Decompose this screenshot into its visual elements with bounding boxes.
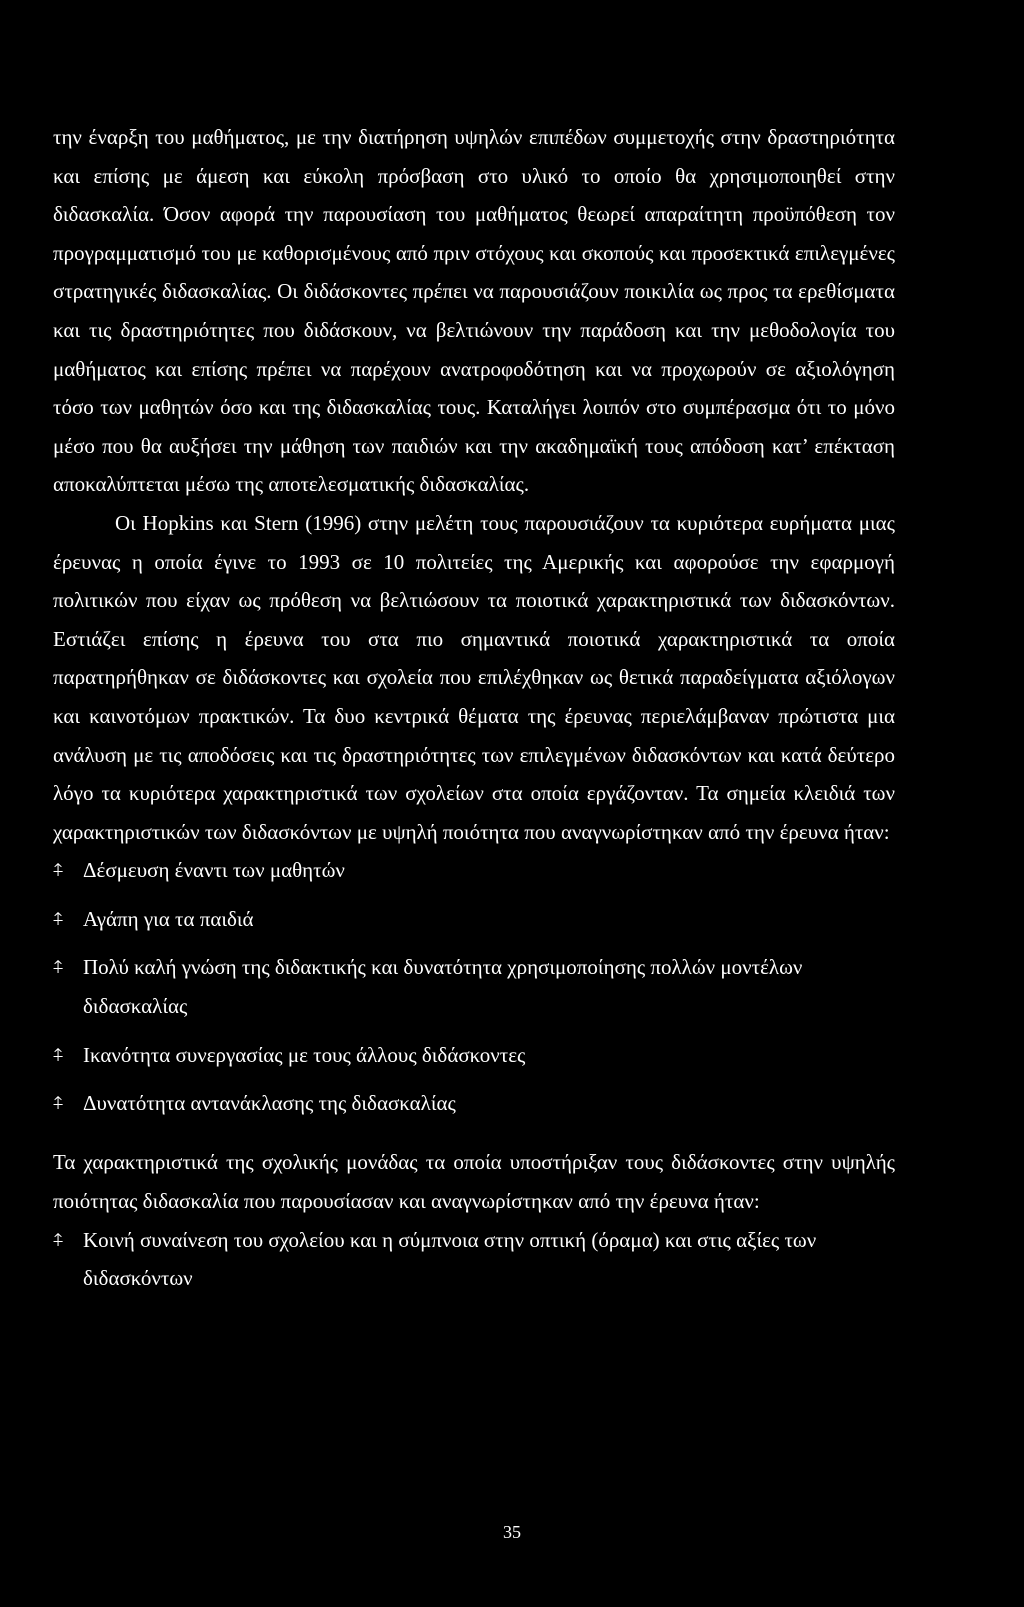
arrow-bullet-icon: ⍏ (53, 957, 64, 978)
arrow-bullet-icon: ⍏ (53, 1093, 64, 1114)
list-item (53, 1221, 895, 1298)
list-item (53, 1084, 895, 1123)
arrow-bullet-icon: ⍏ (53, 860, 64, 881)
list-item-text: Κοινή συναίνεση του σχολείου και η σύμπνοια στην οπτική (όραμα) και στις αξίες των διδασκόντων (83, 1227, 817, 1291)
list-item (53, 1036, 895, 1075)
document-page (53, 118, 895, 1308)
arrow-bullet-icon: ⍏ (53, 1229, 64, 1250)
school-characteristics-list (53, 1221, 895, 1298)
key-characteristics-list (53, 851, 895, 1123)
list-item (53, 851, 895, 890)
list-item-text: Δυνατότητα αντανάκλασης της διδασκαλίας (83, 1091, 456, 1116)
arrow-bullet-icon: ⍏ (53, 1044, 64, 1065)
paragraph-1: την έναρξη του μαθήματος, με την διατήρηση υψηλών επιπέδων συμμετοχής στην δραστηριότητα και επίσης με άμεση και εύκολη πρόσβαση στο υλικό το οποίο θα χρησιμοποιηθεί στην διδασκαλία. Όσον αφορά την παρουσίαση του μαθήματος θεωρεί απαραίτητη προϋπόθεση τον προγραμματισμό του με καθορισμένους από πριν στόχους και σκοπούς και προσεκτικά επιλεγμένες στρατηγικές διδασκαλίας. Οι διδάσκοντες πρέπει να παρουσιάζουν ποικιλία ως προς τα ερεθίσματα και τις δραστηριότητες που διδάσκουν, να βελτιώνουν την παράδοση και την μεθοδολογία του μαθήματος και επίσης πρέπει να παρέχουν ανατροφοδότηση και να προχωρούν σε αξιολόγηση τόσο των μαθητών όσο και της διδασκαλίας τους. Καταλήγει λοιπόν στο συμπέρασμα ότι το μόνο μέσο που θα αυξήσει την μάθηση των παιδιών και την ακαδημαϊκή τους απόδοση κατ’ επέκταση αποκαλύπτεται μέσω της αποτελεσματικής διδασκαλίας. (53, 125, 895, 497)
list-item (53, 948, 895, 1025)
list-item-text: Πολύ καλή γνώση της διδακτικής και δυνατότητα χρησιμοποίησης πολλών μοντέλων διδασκαλίας (83, 955, 803, 1019)
paragraph-2: Οι Hopkins και Stern (1996) στην μελέτη τους παρουσιάζουν τα κυριότερα ευρήματα μιας έρευνας η οποία έγινε το 1993 σε 10 πολιτείες της Αμερικής και αφορούσε την εφαρμογή πολιτικών που είχαν ως πρόθεση να βελτιώσουν τα ποιοτικά χαρακτηριστικά των διδασκόντων. Εστιάζει επίσης η έρευνα του στα πιο σημαντικά ποιοτικά χαρακτηριστικά τα οποία παρατηρήθηκαν σε διδάσκοντες και σχολεία που επιλέχθηκαν ως θετικά παραδείγματα αξιόλογων και καινοτόμων πρακτικών. Τα δυο κεντρικά θέματα της έρευνας περιελάμβαναν πρώτιστα μια ανάλυση με τις αποδόσεις και τις δραστηριότητες των επιλεγμένων διδασκόντων και κατά δεύτερο λόγο τα κυριότερα χαρακτηριστικά των σχολείων στα οποία εργάζονταν. Τα σημεία κλειδιά των χαρακτηριστικών των διδασκόντων με υψηλή ποιότητα που αναγνωρίστηκαν από την έρευνα ήταν: (53, 510, 895, 844)
list-item (53, 900, 895, 939)
paragraph-3: Τα χαρακτηριστικά της σχολικής μονάδας τα οποία υποστήριξαν τους διδάσκοντες στην υψηλής ποιότητας διδασκαλία που παρουσίασαν και αναγνωρίστηκαν από την έρευνα ήταν: (53, 1149, 895, 1213)
list-item-text: Αγάπη για τα παιδιά (83, 906, 254, 931)
arrow-bullet-icon: ⍏ (53, 908, 64, 929)
page-number: 35 (503, 1522, 521, 1542)
list-item-text: Ικανότητα συνεργασίας με τους άλλους διδάσκοντες (83, 1042, 526, 1067)
list-item-text: Δέσμευση έναντι των μαθητών (83, 858, 345, 883)
